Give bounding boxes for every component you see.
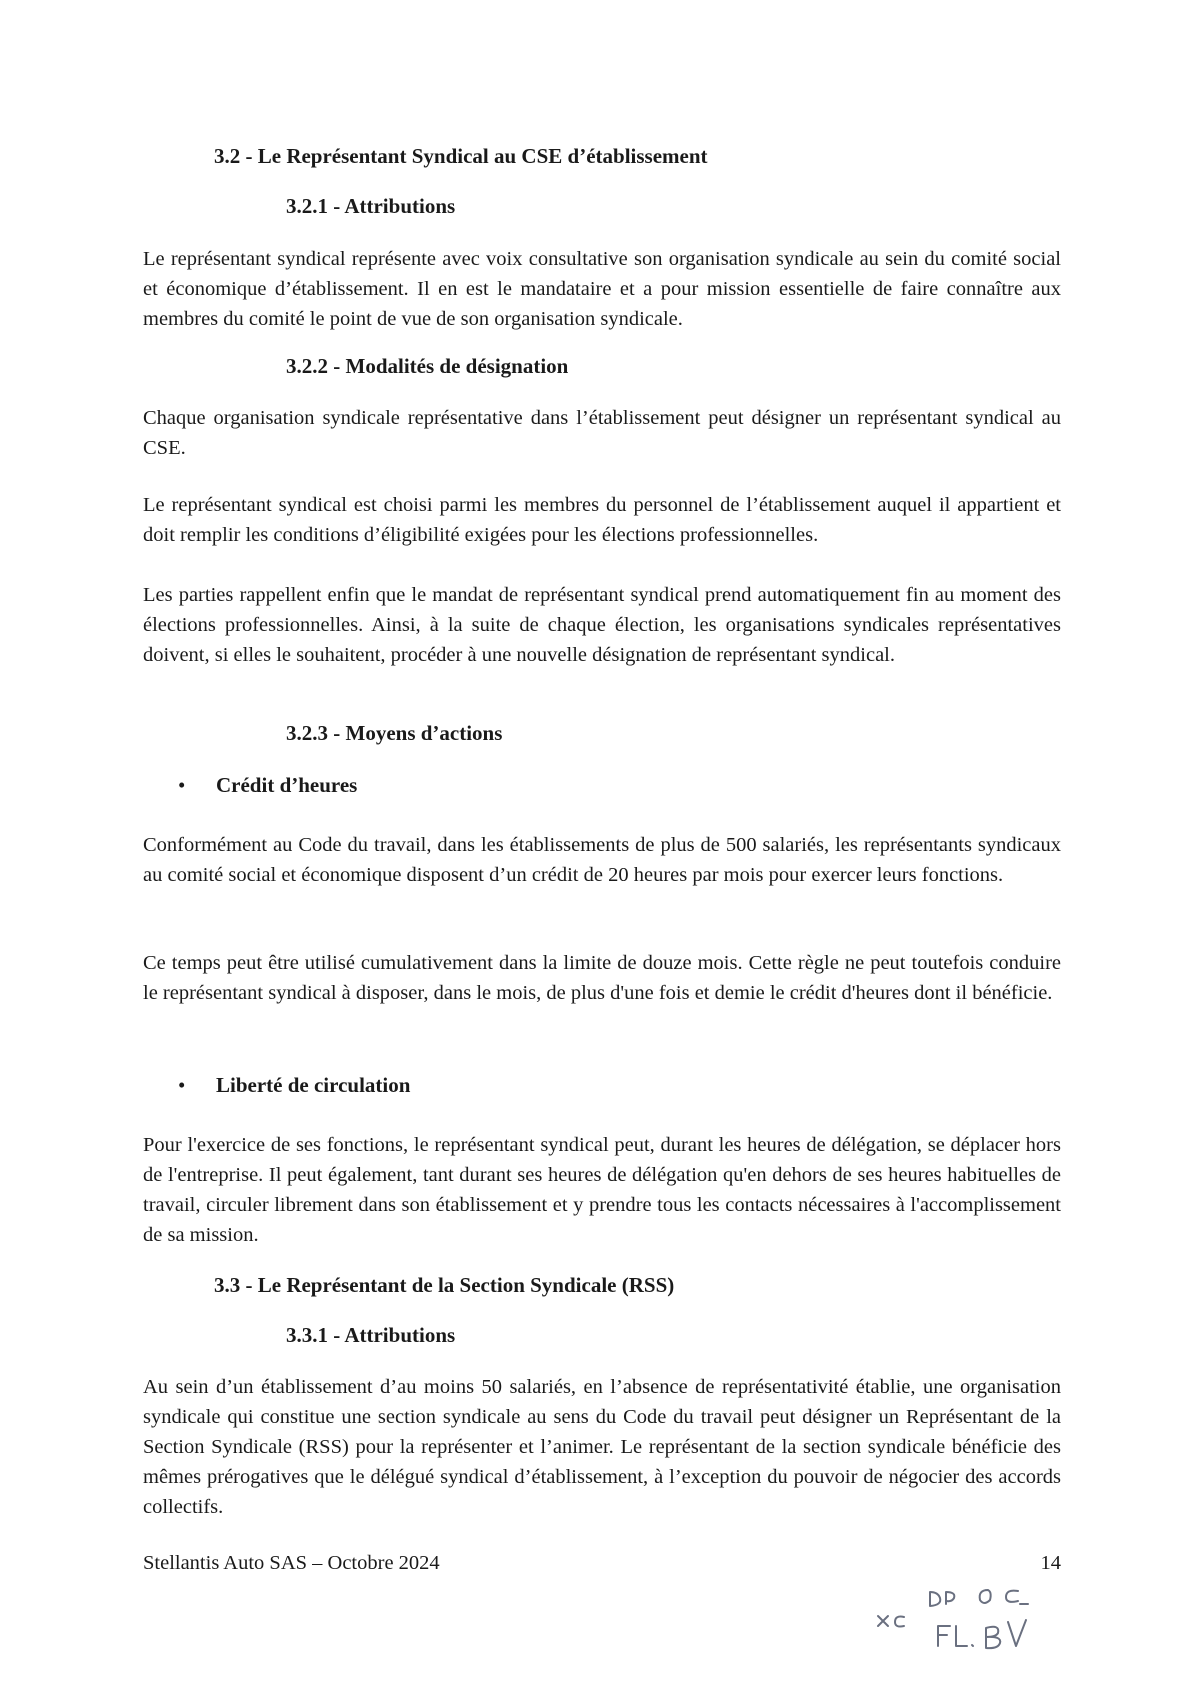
footer-company-date: Stellantis Auto SAS – Octobre 2024 — [143, 1552, 440, 1574]
initials-stroke — [895, 1617, 904, 1627]
initials-stroke — [930, 1592, 940, 1606]
paragraph-liberte-circulation: Pour l'exercice de ses fonctions, le représentant syndical peut, durant les heures de délégation, se déplacer hors de l'entreprise. Il peut également, tant durant ses heures de délégation qu'en dehors de ses heures habituelles de travail, circuler librement dans son établissement et y prendre tous les contacts nécessaires à l'accomplissement de sa mission. — [143, 1134, 1061, 1246]
page-number: 14 — [1040, 1552, 1061, 1574]
paragraph-credit-heures-1: Conformément au Code du travail, dans les établissements de plus de 500 salariés, les représentants syndicaux au comité social et économique disposent d’un crédit de 20 heures par mois pour exercer leurs fonctions. — [143, 834, 1061, 886]
bullet-icon: • — [178, 773, 186, 797]
handwritten-initials-icon — [868, 1572, 1068, 1662]
initials-stroke — [1006, 1591, 1018, 1602]
paragraph-3-3-1-attributions: Au sein d’un établissement d’au moins 50 salariés, en l’absence de représentativité établie, une organisation syndicale qui constitue une section syndicale au sens du Code du travail peut désigner un Représentant de la Section Syndicale (RSS) pour la représenter et l’animer. Le représentant de la section syndicale bénéficie des mêmes prérogatives que le délégué syndical d’établissement, à l’exception du pouvoir de négocier des accords collectifs. — [143, 1376, 1061, 1518]
initials-stroke — [980, 1590, 991, 1603]
bullet-icon: • — [178, 1073, 186, 1097]
initials-stroke — [986, 1627, 1000, 1648]
paragraph-credit-heures-2: Ce temps peut être utilisé cumulativement dans la limite de douze mois. Cette règle ne peut toutefois conduire le représentant syndical à disposer, dans le mois, de plus d'une fois et demie le crédit d'heures dont il bénéficie. — [143, 952, 1061, 1004]
initials-stroke — [878, 1616, 888, 1626]
bullet-credit-heures — [178, 770, 357, 800]
initials-stroke — [972, 1645, 973, 1646]
section-3-2-heading: 3.2 - Le Représentant Syndical au CSE d’établissement — [214, 144, 708, 168]
section-3-3-1-heading: 3.3.1 - Attributions — [286, 1323, 456, 1347]
section-3-2-2-heading: 3.2.2 - Modalités de désignation — [286, 354, 569, 378]
paragraph-3-2-2-designation-2: Le représentant syndical est choisi parmi les membres du personnel de l’établissement auquel il appartient et doit remplir les conditions d’éligibilité exigées pour les élections professionnelles. — [143, 494, 1061, 546]
initials-stroke — [938, 1626, 950, 1646]
bullet-label: Liberté de circulation — [216, 1073, 411, 1097]
initials-stroke — [1008, 1620, 1026, 1646]
paragraph-3-2-1-attributions: Le représentant syndical représente avec voix consultative son organisation syndicale au sein du comité social et économique d’établissement. Il en est le mandataire et a pour mission essentielle de faire connaître aux membres du comité le point de vue de son organisation syndicale. — [143, 248, 1061, 330]
initials-stroke — [946, 1592, 954, 1604]
bullet-liberte-circulation — [178, 1070, 410, 1100]
section-3-2-3-heading: 3.2.3 - Moyens d’actions — [286, 721, 503, 745]
section-3-3-heading: 3.3 - Le Représentant de la Section Syndicale (RSS) — [214, 1273, 675, 1297]
section-3-2-1-heading: 3.2.1 - Attributions — [286, 194, 456, 218]
paragraph-3-2-2-designation-1: Chaque organisation syndicale représentative dans l’établissement peut désigner un représentant syndical au CSE. — [143, 407, 1061, 459]
paragraph-3-2-2-designation-3: Les parties rappellent enfin que le mandat de représentant syndical prend automatiquement fin au moment des élections professionnelles. Ainsi, à la suite de chaque élection, les organisations syndicales représentatives doivent, si elles le souhaitent, procéder à une nouvelle désignation de représentant syndical. — [143, 584, 1061, 666]
bullet-label: Crédit d’heures — [216, 773, 358, 797]
initials-stroke — [956, 1626, 967, 1646]
